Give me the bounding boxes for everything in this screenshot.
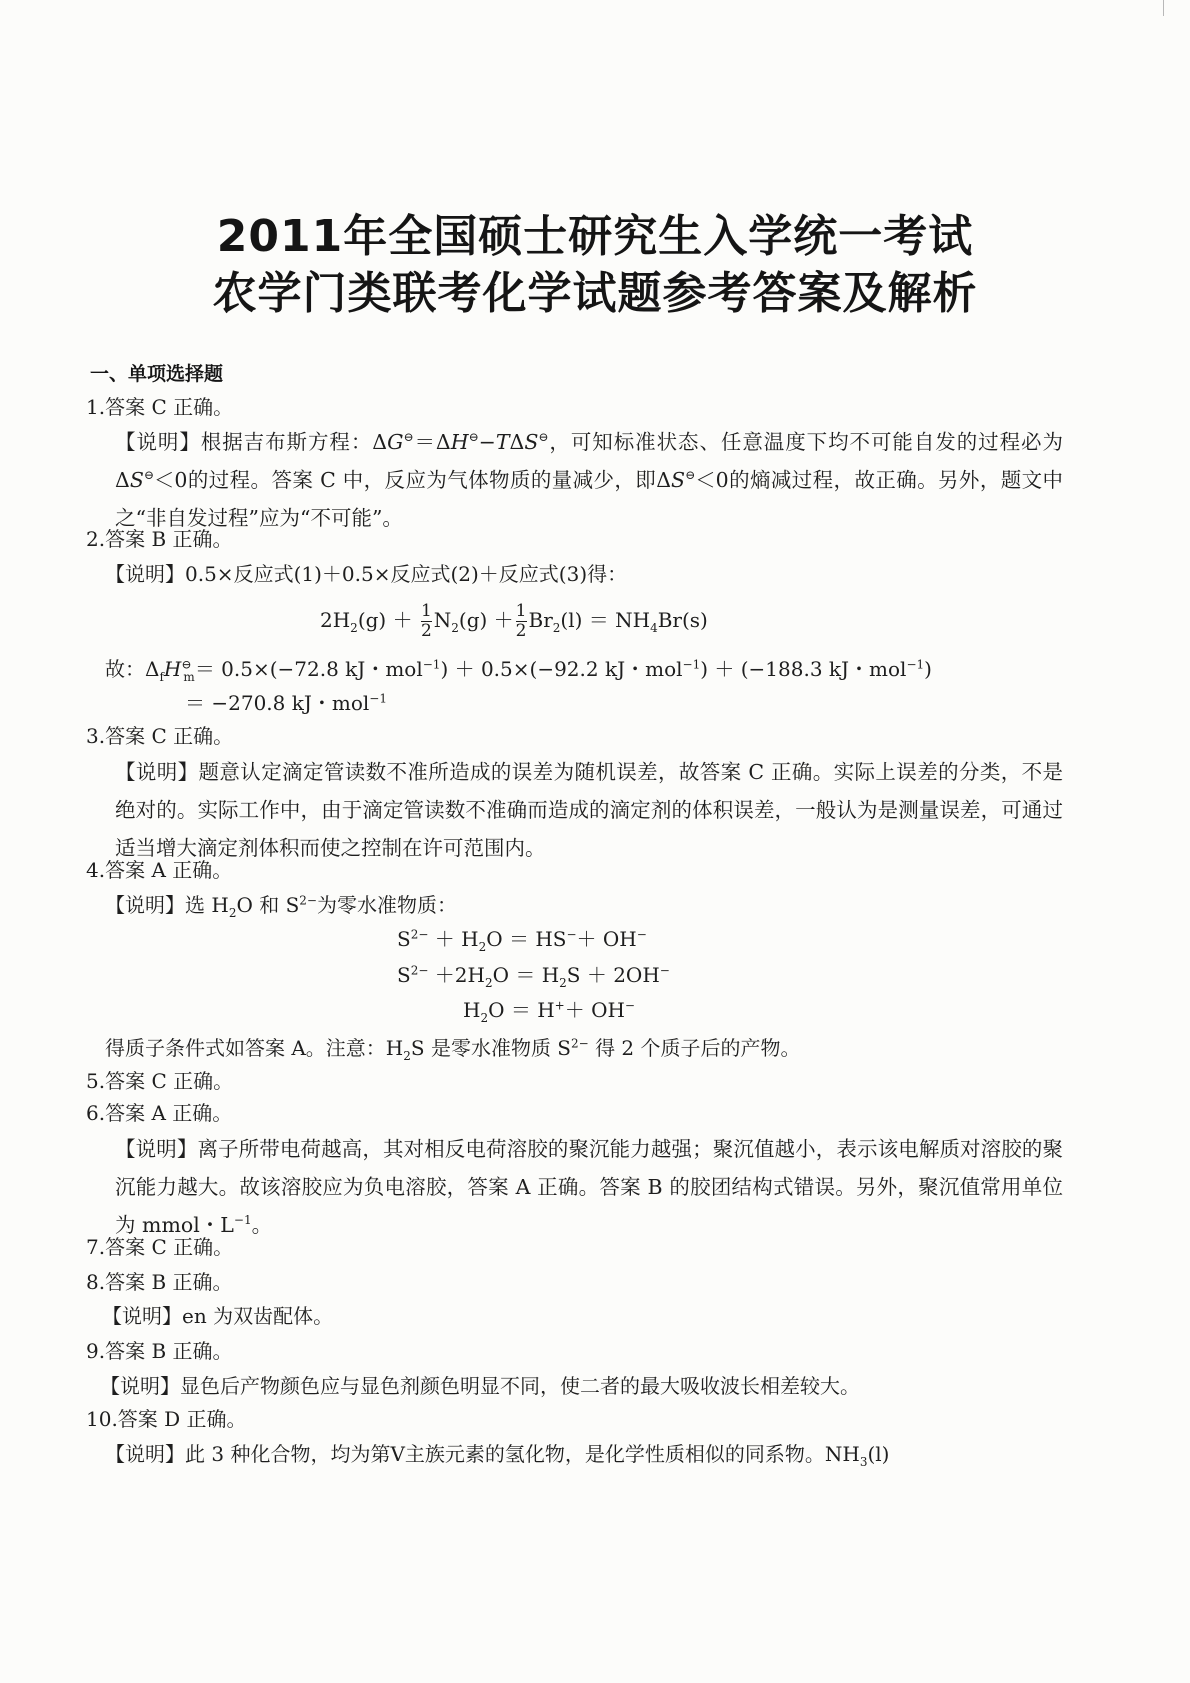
explanation-2: 【说明】0.5×反应式(1)＋0.5×反应式(2)＋反应式(3)得： bbox=[105, 562, 628, 586]
explanation-10: 【说明】此 3 种化合物，均为第Ⅴ主族元素的氢化物，是化学性质相似的同系物。$NH_3(l)$ bbox=[105, 1442, 890, 1469]
answer-7: 7.答案 C 正确。 bbox=[86, 1235, 234, 1259]
equation-4a: $S^{2-} + H_2O = HS^-+ OH^-$ bbox=[397, 927, 647, 954]
document-title-line-1: 2011年全国硕士研究生入学统一考试 bbox=[216, 211, 974, 262]
explanation-4: 【说明】选 $H_2O$ 和 $S^{2-}$为零水准物质： bbox=[105, 893, 457, 920]
answer-9: 9.答案 B 正确。 bbox=[86, 1339, 233, 1363]
explanation-1: 【说明】根据吉布斯方程：ΔG⊖＝ΔH⊖−TΔS⊖，可知标准状态、任意温度下均不可能自发的过程必为ΔS⊖＜0的过程。答案 C 中，反应为气体物质的量减少，即ΔS⊖＜0的熵减过程，故正确。另外，题文中之“非自发过程”应为“不可能”。 bbox=[115, 430, 1064, 530]
explanation-6: 【说明】离子所带电荷越高，其对相反电荷溶胶的聚沉能力越强；聚沉值越小，表示该电解质对溶胶的聚沉能力越大。故该溶胶应为负电溶胶，答案 A 正确。答案 B 的胶团结构式错误。另外，聚沉值常用单位为 mmol・$L^{-1}$。 bbox=[115, 1137, 1063, 1237]
answer-6: 6.答案 A 正确。 bbox=[86, 1101, 233, 1125]
answer-1: 1.答案 C 正确。 bbox=[86, 395, 234, 419]
equation-4b: $S^{2-} +2H_2O = H_2S + 2OH^-$ bbox=[397, 963, 670, 990]
answer-5: 5.答案 C 正确。 bbox=[86, 1069, 234, 1093]
equation-2-reaction: $2H_2(g)$ ＋ $\frac{1}{2}$ $N_2(g)$ ＋ $\frac{1}{2}$ $Br_2(l) = NH_4Br(s)$ bbox=[320, 601, 708, 641]
answer-8: 8.答案 B 正确。 bbox=[86, 1270, 233, 1294]
answer-10: 10.答案 D 正确。 bbox=[86, 1407, 247, 1431]
answer-2: 2.答案 B 正确。 bbox=[86, 527, 233, 551]
proton-condition-note: 得质子条件式如答案 A。注意：$H_2S$ 是零水准物质 $S^{2-}$ 得 2 个质子后的产物。 bbox=[105, 1036, 801, 1063]
explanation-3: 【说明】题意认定滴定管读数不准所造成的误差为随机误差，故答案 C 正确。实际上误差的分类，不是绝对的。实际工作中，由于滴定管读数不准确而造成的滴定剂的体积误差，一般认为是测量误差，可通过适当增大滴定剂体积而使之控制在许可范围内。 bbox=[115, 760, 1063, 860]
answer-3: 3.答案 C 正确。 bbox=[86, 724, 234, 748]
answer-4: 4.答案 A 正确。 bbox=[86, 858, 233, 882]
page-edge-line bbox=[1163, 0, 1164, 16]
explanation-8: 【说明】en 为双齿配体。 bbox=[102, 1304, 334, 1328]
equation-4c: $H_2O = H^++ OH^-$ bbox=[463, 998, 635, 1025]
calculation-2-result: ＝ −270.8 kJ・mol$^{-1}$ bbox=[185, 691, 387, 715]
document-title-line-2: 农学门类联考化学试题参考答案及解析 bbox=[212, 268, 978, 319]
calculation-2: 故：$\Delta_fH^⊖_m= 0.5\times(-72.8$ kJ・mol$^{-1}$) ＋ 0.5×(−92.2 kJ・mol$^{-1}$) ＋ (−188.3 kJ・mol$^{-1}$) bbox=[105, 657, 932, 684]
explanation-9: 【说明】显色后产物颜色应与显色剂颜色明显不同，使二者的最大吸收波长相差较大。 bbox=[100, 1374, 860, 1398]
section-heading: 一、单项选择题 bbox=[90, 363, 224, 385]
